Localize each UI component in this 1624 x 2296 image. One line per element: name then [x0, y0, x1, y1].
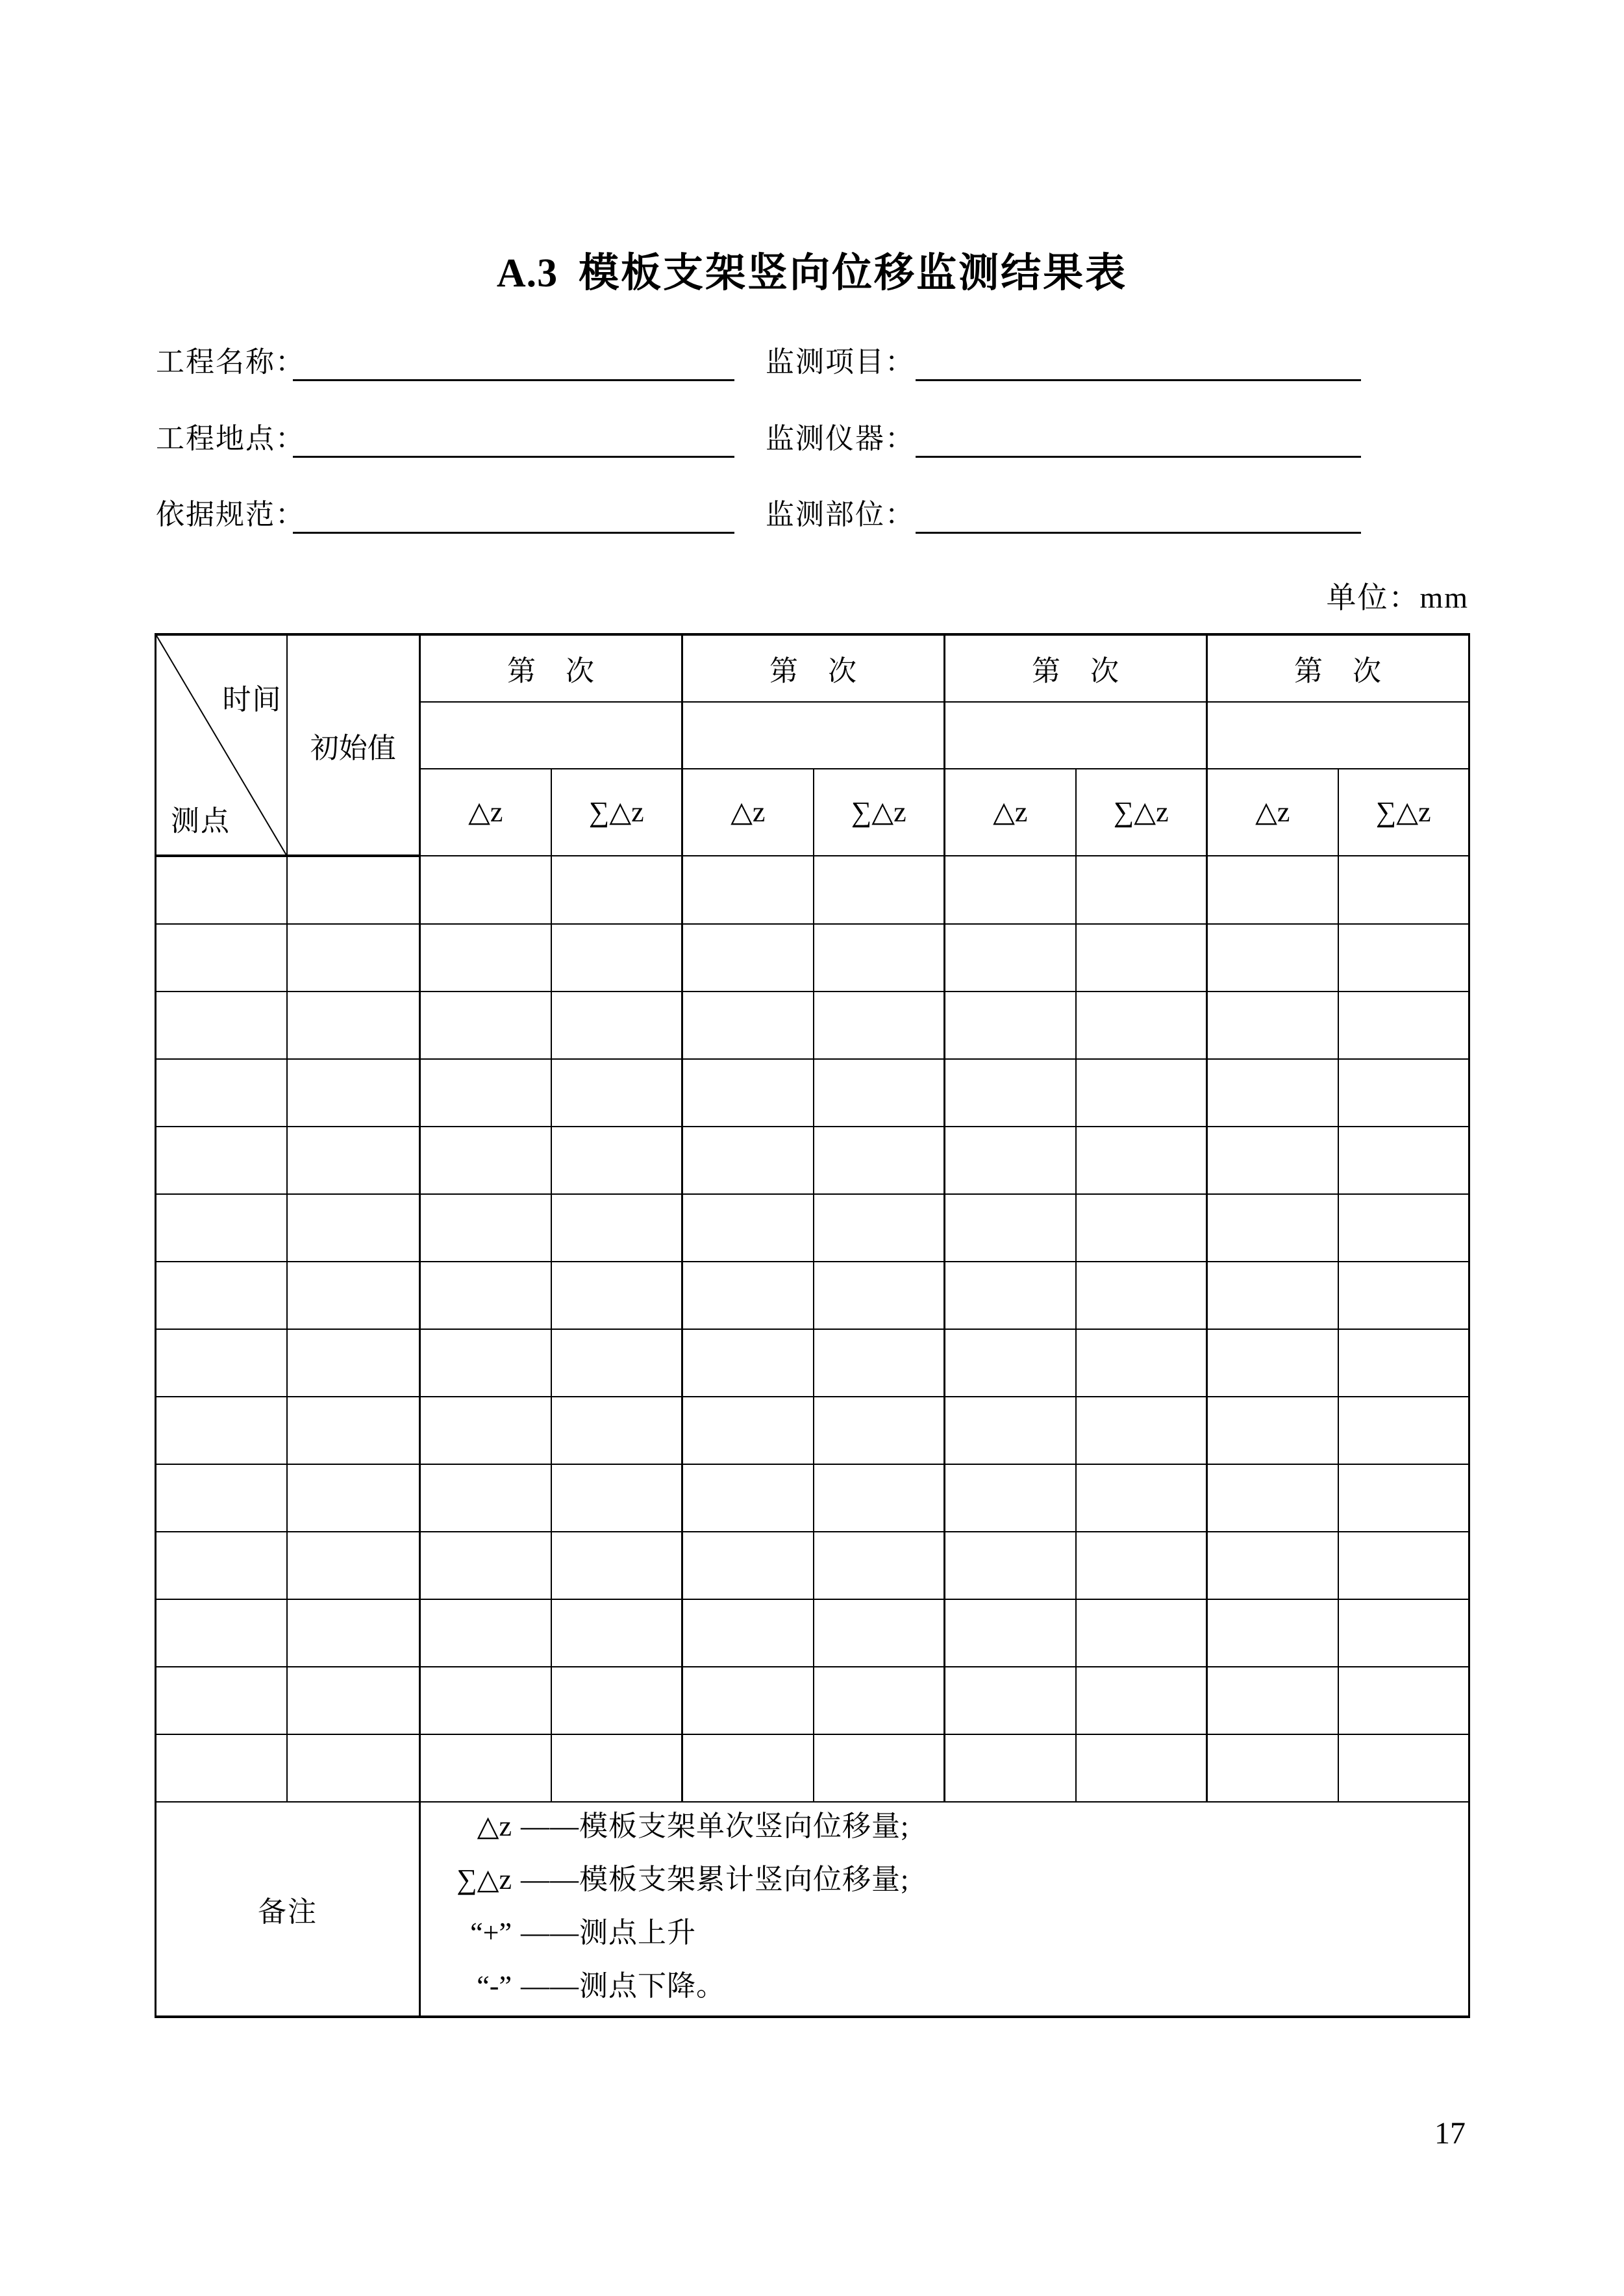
empty-data-cell	[814, 1397, 945, 1464]
page-title	[0, 240, 1624, 298]
empty-data-cell	[420, 1262, 551, 1329]
empty-data-cell	[1207, 1127, 1338, 1194]
empty-data-cell	[287, 1599, 420, 1667]
data-row	[156, 1329, 1469, 1397]
empty-data-cell	[156, 1667, 287, 1734]
empty-data-cell	[945, 1599, 1076, 1667]
data-row	[156, 1532, 1469, 1599]
form-row	[0, 343, 1624, 382]
empty-data-cell	[682, 1262, 814, 1329]
empty-data-cell	[551, 1599, 682, 1667]
empty-data-cell	[1076, 1532, 1207, 1599]
empty-data-cell	[1338, 1667, 1469, 1734]
monitor-item-label: 监测项目：	[766, 346, 915, 378]
empty-data-cell	[945, 856, 1076, 924]
empty-data-cell	[156, 1059, 287, 1127]
empty-data-cell	[420, 1397, 551, 1464]
empty-data-cell	[551, 1734, 682, 1802]
empty-data-cell	[682, 1599, 814, 1667]
monitor-part-blank	[916, 497, 1361, 534]
subheader-sum-dz: ∑△z	[1338, 769, 1469, 856]
empty-data-cell	[814, 924, 945, 992]
empty-data-cell	[551, 924, 682, 992]
subheader-sum-dz: ∑△z	[814, 769, 945, 856]
subheader-dz: △z	[682, 769, 814, 856]
empty-data-cell	[1338, 1734, 1469, 1802]
empty-data-cell	[287, 1262, 420, 1329]
group-date-cell	[682, 702, 945, 769]
subheader-dz: △z	[420, 769, 551, 856]
empty-data-cell	[1338, 856, 1469, 924]
data-row	[156, 1194, 1469, 1262]
project-name-label: 工程名称：	[156, 346, 305, 378]
empty-data-cell	[1076, 1397, 1207, 1464]
table-footer	[156, 1802, 1469, 2017]
empty-data-cell	[1338, 1262, 1469, 1329]
empty-data-cell	[682, 1127, 814, 1194]
corner-header-cell	[156, 634, 287, 856]
empty-data-cell	[156, 856, 287, 924]
empty-data-cell	[551, 1194, 682, 1262]
empty-data-cell	[1207, 1397, 1338, 1464]
empty-data-cell	[814, 1734, 945, 1802]
empty-data-cell	[287, 1059, 420, 1127]
empty-data-cell	[1207, 1532, 1338, 1599]
empty-data-cell	[682, 1532, 814, 1599]
empty-data-cell	[1076, 992, 1207, 1059]
standard-blank	[293, 497, 734, 534]
table-row	[156, 634, 1469, 702]
empty-data-cell	[287, 1532, 420, 1599]
remark-line	[421, 1856, 1468, 1909]
remark-symbol: “-”	[477, 1970, 512, 2002]
empty-data-cell	[420, 856, 551, 924]
empty-data-cell	[682, 1397, 814, 1464]
empty-data-cell	[1338, 1464, 1469, 1532]
empty-data-cell	[1207, 1464, 1338, 1532]
empty-data-cell	[1076, 1667, 1207, 1734]
data-row	[156, 1667, 1469, 1734]
empty-data-cell	[1076, 1262, 1207, 1329]
empty-data-cell	[156, 1262, 287, 1329]
empty-data-cell	[156, 1329, 287, 1397]
empty-data-cell	[287, 1329, 420, 1397]
empty-data-cell	[156, 1532, 287, 1599]
empty-data-cell	[420, 1059, 551, 1127]
empty-data-cell	[1076, 856, 1207, 924]
empty-data-cell	[1076, 1329, 1207, 1397]
data-row	[156, 1397, 1469, 1464]
empty-data-cell	[945, 1262, 1076, 1329]
remark-text: ——测点下降。	[521, 1970, 725, 2002]
remark-text: ——测点上升	[521, 1917, 696, 1949]
data-row	[156, 1464, 1469, 1532]
empty-data-cell	[682, 992, 814, 1059]
form-row	[0, 419, 1624, 458]
empty-data-cell	[156, 1194, 287, 1262]
empty-data-cell	[1338, 992, 1469, 1059]
data-row	[156, 1599, 1469, 1667]
empty-data-cell	[420, 1734, 551, 1802]
empty-data-cell	[945, 1532, 1076, 1599]
empty-data-cell	[420, 1127, 551, 1194]
subheader-sum-dz: ∑△z	[551, 769, 682, 856]
empty-data-cell	[682, 924, 814, 992]
empty-data-cell	[682, 1464, 814, 1532]
empty-data-cell	[287, 1667, 420, 1734]
empty-data-cell	[420, 1329, 551, 1397]
corner-point-label: 测点	[171, 805, 231, 837]
empty-data-cell	[287, 1127, 420, 1194]
group-header-4: 第 次	[1207, 634, 1469, 702]
section-title-text: 模板支架竖向位移监测结果表	[579, 251, 1128, 295]
empty-data-cell	[814, 992, 945, 1059]
empty-data-cell	[814, 1667, 945, 1734]
data-row	[156, 1059, 1469, 1127]
empty-data-cell	[287, 1194, 420, 1262]
remark-line	[421, 1962, 1468, 2015]
empty-data-cell	[1076, 1194, 1207, 1262]
remark-line	[421, 1909, 1468, 1962]
empty-data-cell	[1207, 1599, 1338, 1667]
empty-data-cell	[287, 856, 420, 924]
empty-data-cell	[814, 1464, 945, 1532]
empty-data-cell	[551, 856, 682, 924]
empty-data-cell	[551, 1532, 682, 1599]
empty-data-cell	[156, 924, 287, 992]
empty-data-cell	[945, 1059, 1076, 1127]
form-row	[0, 495, 1624, 534]
group-date-cell	[420, 702, 682, 769]
empty-data-cell	[1207, 992, 1338, 1059]
empty-data-cell	[1338, 1059, 1469, 1127]
empty-data-cell	[682, 1329, 814, 1397]
empty-data-cell	[814, 1329, 945, 1397]
group-date-cell	[945, 702, 1207, 769]
data-row	[156, 924, 1469, 992]
empty-data-cell	[1338, 1194, 1469, 1262]
monitor-part-label: 监测部位：	[766, 499, 915, 530]
empty-data-cell	[814, 856, 945, 924]
empty-data-cell	[287, 924, 420, 992]
corner-time-label: 时间	[222, 684, 282, 716]
empty-data-cell	[945, 1397, 1076, 1464]
empty-data-cell	[551, 1059, 682, 1127]
empty-data-cell	[945, 1194, 1076, 1262]
empty-data-cell	[156, 1397, 287, 1464]
empty-data-cell	[814, 1127, 945, 1194]
empty-data-cell	[1207, 924, 1338, 992]
subheader-dz: △z	[945, 769, 1076, 856]
empty-data-cell	[1207, 1329, 1338, 1397]
project-site-label: 工程地点：	[156, 423, 305, 455]
group-header-1: 第 次	[420, 634, 682, 702]
empty-data-cell	[551, 1397, 682, 1464]
empty-data-cell	[682, 1194, 814, 1262]
empty-data-cell	[287, 992, 420, 1059]
empty-data-cell	[682, 856, 814, 924]
empty-data-cell	[945, 924, 1076, 992]
empty-data-cell	[1076, 924, 1207, 992]
remark-row	[156, 1802, 1469, 2017]
empty-data-cell	[945, 1734, 1076, 1802]
empty-data-cell	[1076, 1059, 1207, 1127]
empty-data-cell	[814, 1194, 945, 1262]
empty-data-cell	[1076, 1734, 1207, 1802]
empty-data-cell	[420, 992, 551, 1059]
empty-data-cell	[420, 1667, 551, 1734]
corner-wrap	[156, 636, 286, 855]
empty-data-cell	[420, 1599, 551, 1667]
empty-data-cell	[551, 992, 682, 1059]
project-name-blank	[293, 344, 734, 381]
empty-data-cell	[287, 1397, 420, 1464]
section-number: A.3	[496, 251, 558, 295]
empty-data-cell	[420, 1194, 551, 1262]
empty-data-cell	[1338, 1532, 1469, 1599]
data-row	[156, 1262, 1469, 1329]
empty-data-cell	[156, 1599, 287, 1667]
data-row	[156, 1734, 1469, 1802]
monitor-item-blank	[916, 344, 1361, 381]
data-row	[156, 992, 1469, 1059]
empty-data-cell	[1338, 924, 1469, 992]
remark-text: ——模板支架单次竖向位移量;	[521, 1810, 910, 1842]
remark-notes	[420, 1802, 1469, 2017]
empty-data-cell	[1207, 1262, 1338, 1329]
empty-data-cell	[945, 1464, 1076, 1532]
initial-value-header: 初始值	[287, 634, 420, 856]
group-date-cell	[1207, 702, 1469, 769]
empty-data-cell	[945, 1329, 1076, 1397]
empty-data-cell	[1207, 1194, 1338, 1262]
empty-data-cell	[551, 1464, 682, 1532]
remark-symbol: △z	[477, 1810, 512, 1842]
empty-data-cell	[156, 1734, 287, 1802]
empty-data-cell	[682, 1059, 814, 1127]
empty-data-cell	[551, 1329, 682, 1397]
empty-data-cell	[551, 1667, 682, 1734]
project-site-blank	[293, 421, 734, 458]
empty-data-cell	[1207, 856, 1338, 924]
empty-data-cell	[1076, 1127, 1207, 1194]
empty-data-cell	[814, 1059, 945, 1127]
empty-data-cell	[420, 924, 551, 992]
empty-data-cell	[814, 1262, 945, 1329]
empty-data-cell	[287, 1734, 420, 1802]
empty-data-cell	[1338, 1397, 1469, 1464]
empty-data-cell	[945, 1667, 1076, 1734]
group-header-2: 第 次	[682, 634, 945, 702]
standard-label: 依据规范：	[156, 499, 305, 530]
group-header-3: 第 次	[945, 634, 1207, 702]
remark-text: ——模板支架累计竖向位移量;	[521, 1864, 910, 1895]
data-row	[156, 1127, 1469, 1194]
empty-data-cell	[814, 1532, 945, 1599]
empty-data-cell	[420, 1532, 551, 1599]
empty-data-cell	[945, 992, 1076, 1059]
remark-symbol: ∑△z	[456, 1864, 512, 1895]
table-header	[156, 634, 1469, 856]
empty-data-cell	[1338, 1599, 1469, 1667]
empty-data-cell	[1338, 1329, 1469, 1397]
empty-data-cell	[1207, 1734, 1338, 1802]
empty-data-cell	[1076, 1599, 1207, 1667]
empty-data-cell	[814, 1599, 945, 1667]
empty-data-cell	[1338, 1127, 1469, 1194]
empty-data-cell	[1207, 1059, 1338, 1127]
remark-symbol: “+”	[470, 1917, 512, 1949]
empty-data-cell	[156, 1127, 287, 1194]
monitoring-table	[155, 633, 1470, 2018]
instrument-label: 监测仪器：	[766, 423, 915, 455]
unit-note: 单位：mm	[1326, 581, 1469, 614]
instrument-blank	[916, 421, 1361, 458]
empty-data-cell	[682, 1734, 814, 1802]
empty-data-cell	[945, 1127, 1076, 1194]
empty-data-cell	[1207, 1667, 1338, 1734]
empty-data-cell	[156, 1464, 287, 1532]
empty-data-cell	[682, 1667, 814, 1734]
remark-line	[421, 1803, 1468, 1856]
empty-data-cell	[1076, 1464, 1207, 1532]
table-body	[156, 856, 1469, 1802]
data-row	[156, 856, 1469, 924]
empty-data-cell	[551, 1127, 682, 1194]
empty-data-cell	[156, 992, 287, 1059]
empty-data-cell	[287, 1464, 420, 1532]
subheader-dz: △z	[1207, 769, 1338, 856]
page-number: 17	[1434, 2116, 1466, 2151]
empty-data-cell	[551, 1262, 682, 1329]
remark-label: 备注	[156, 1802, 420, 2017]
empty-data-cell	[420, 1464, 551, 1532]
subheader-sum-dz: ∑△z	[1076, 769, 1207, 856]
